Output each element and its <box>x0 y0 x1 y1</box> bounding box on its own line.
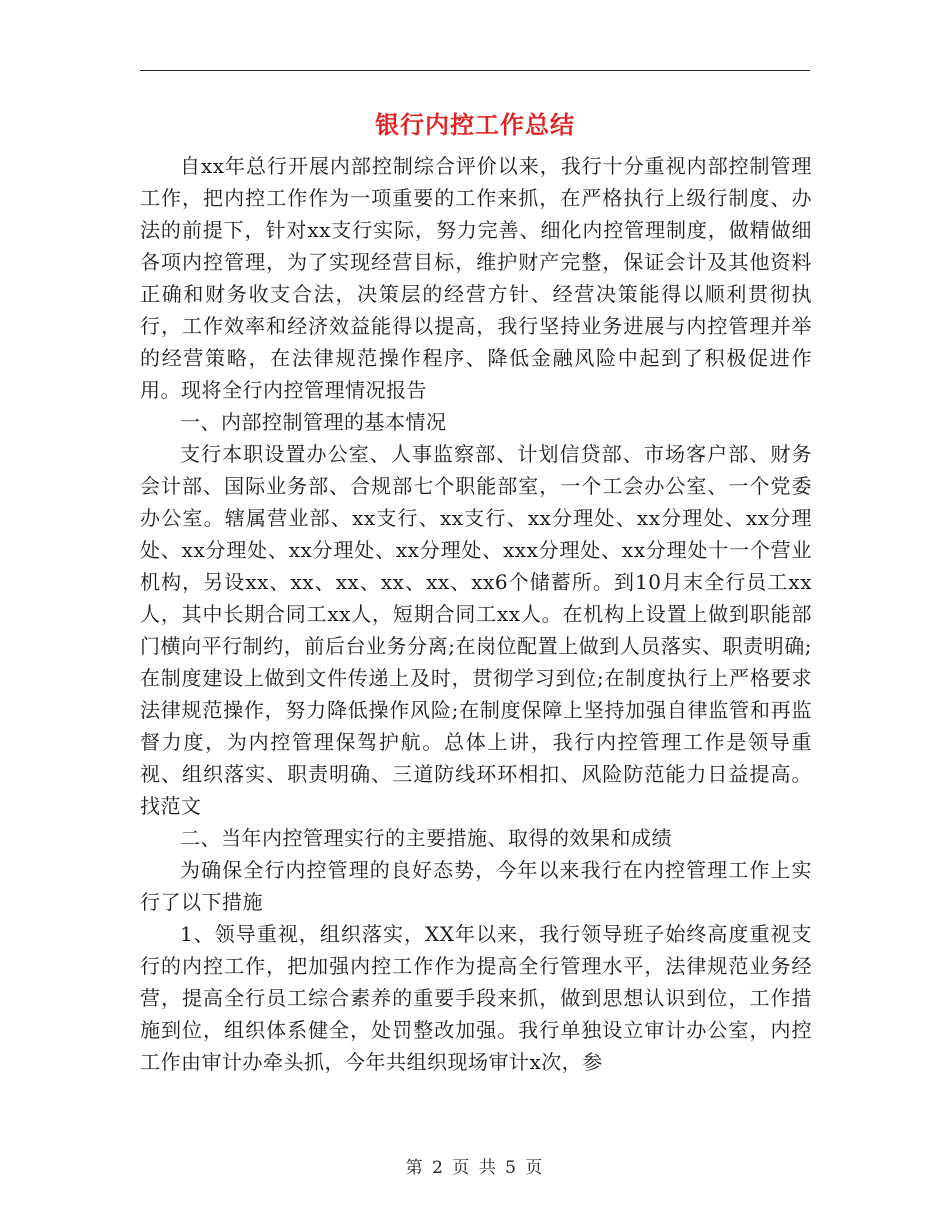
section-heading-1: 一、内部控制管理的基本情况 <box>180 410 447 434</box>
page-number: 第 2 页 共 5 页 <box>405 1158 545 1178</box>
document-title: 银行内控工作总结 <box>375 110 575 139</box>
paragraph-intro: 自xx年总行开展内部控制综合评价以来，我行十分重视内部控制管理工作，把内控工作作为一项重要的工作来抓，在严格执行上级行制度、办法的前提下，针对xx支行实际，努力完善、细化内控管理制度，做精做细各项内控管理，为了实现经营目标，维护财产完整，保证会计及其他资料正确和财务收支合法，决策层的经营方针、经营决策能得以顺利贯彻执行，工作效率和经济效益能得以提高，我行坚持业务进展与内控管理并举的经营策略，在法律规范操作程序、降低金融风险中起到了积极促进作用。现将全行内控管理情况报告 <box>140 154 812 402</box>
header-rule <box>140 70 810 71</box>
paragraph-basic-situation: 支行本职设置办公室、人事监察部、计划信贷部、市场客户部、财务会计部、国际业务部、合规部七个职能部室，一个工会办公室、一个党委办公室。辖属营业部、xx支行、xx支行、xx分理处、xx分理处、xx分理处、xx分理处、xx分理处、xx分理处、xxx分理处、xx分理处十一个营业机构，另设xx、xx、xx、xx、xx、xx6个储蓄所。到10月末全行员工xx人，其中长期合同工xx人，短期合同工xx人。在机构上设置上做到职能部门横向平行制约，前后台业务分离;在岗位配置上做到人员落实、职责明确;在制度建设上做到文件传递上及时，贯彻学习到位;在制度执行上严格要求法律规范操作，努力降低操作风险;在制度保障上坚持加强自律监管和再监督力度，为内控管理保驾护航。总体上讲，我行内控管理工作是领导重视、组织落实、职责明确、三道防线环环相扣、风险防范能力日益提高。找范文 <box>140 442 812 818</box>
paragraph-measure-1: 1、领导重视，组织落实，XX年以来，我行领导班子始终高度重视支行的内控工作，把加强内控工作作为提高全行管理水平，法律规范业务经营，提高全行员工综合素养的重要手段来抓，做到思想认识到位，工作措施到位，组织体系健全，处罚整改加强。我行单独设立审计办公室，内控工作由审计办牵头抓，今年共组织现场审计x次，参 <box>140 922 812 1074</box>
paragraph-measures-intro: 为确保全行内控管理的良好态势，今年以来我行在内控管理工作上实行了以下措施 <box>140 858 812 914</box>
section-heading-2: 二、当年内控管理实行的主要措施、取得的效果和成绩 <box>180 826 672 850</box>
document-body <box>140 150 812 1078</box>
